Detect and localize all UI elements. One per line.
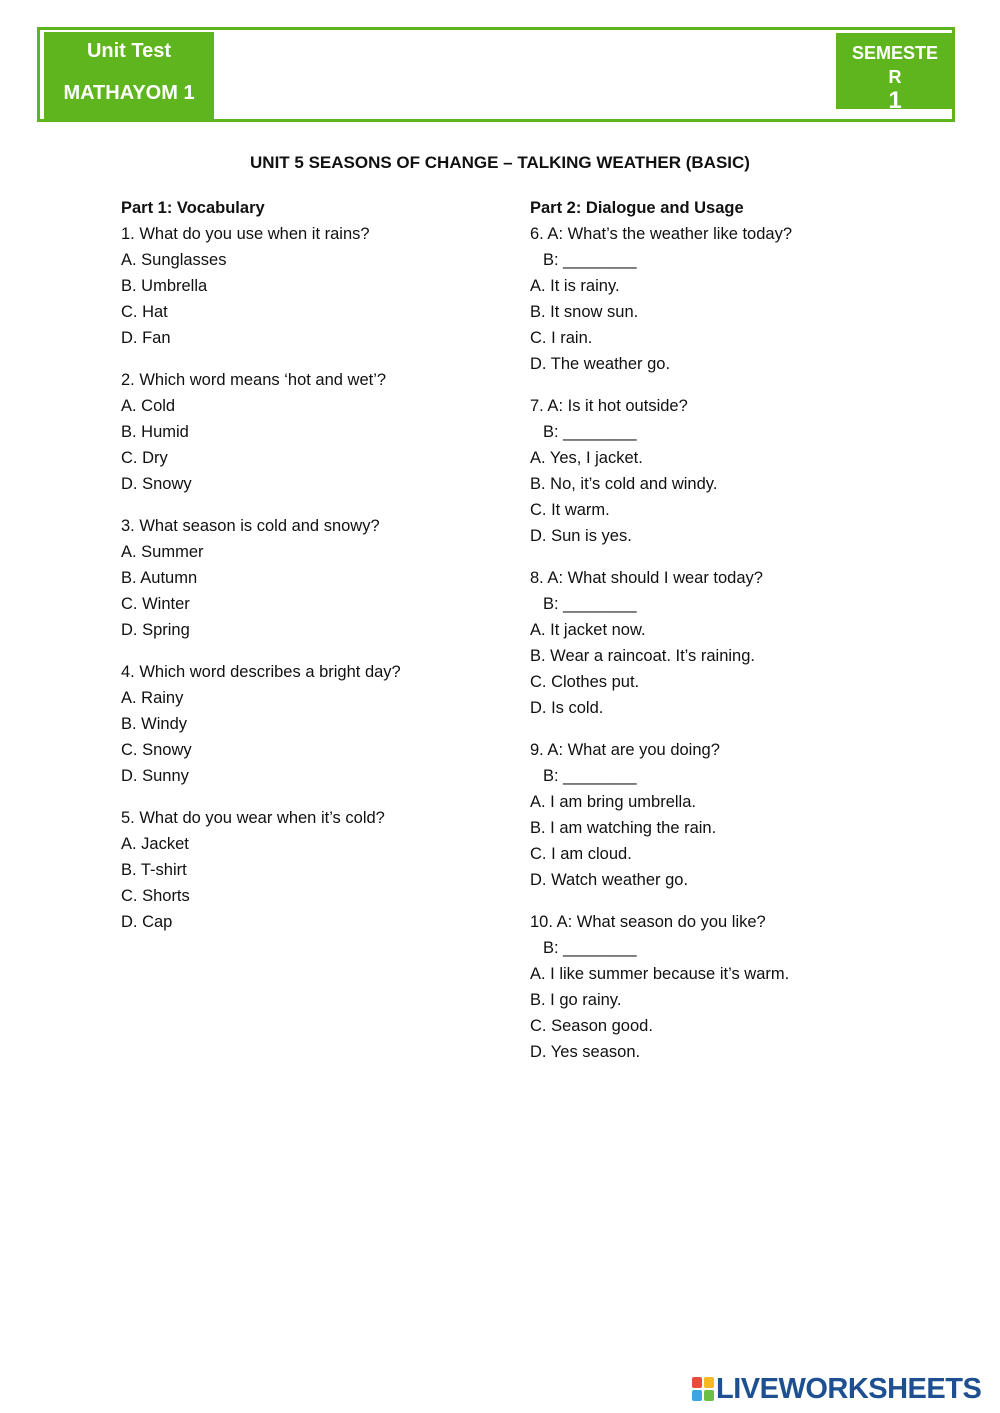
semester-number: 1	[888, 87, 902, 109]
answer-option: D. Watch weather go.	[530, 871, 689, 889]
answer-option: C. Dry	[121, 449, 168, 467]
liveworksheets-logo-text: LIVEWORKSHEETS	[716, 1372, 982, 1405]
answer-option: C. Winter	[121, 595, 190, 613]
part1-title: Part 1: Vocabulary	[121, 199, 265, 217]
semester-banner	[836, 33, 954, 109]
answer-option: A. Cold	[121, 397, 176, 415]
answer-option: D. Yes season.	[530, 1043, 641, 1061]
answer-option: C. It warm.	[530, 501, 610, 519]
question-text: 6. A: What’s the weather like today?	[530, 225, 793, 243]
question-text: 10. A: What season do you like?	[530, 913, 766, 931]
question-text: 5. What do you wear when it’s cold?	[121, 809, 385, 827]
answer-option: D. Cap	[121, 913, 173, 931]
question-part2	[530, 911, 930, 1067]
worksheet-title: UNIT 5 SEASONS OF CHANGE – TALKING WEATHER (BASIC)	[250, 153, 750, 172]
answer-option: C. Snowy	[121, 741, 192, 759]
question-text: 2. Which word means ‘hot and wet’?	[121, 371, 387, 389]
question-part2	[530, 739, 930, 895]
answer-blank: B: ________	[543, 595, 637, 613]
logo-tile-0	[692, 1377, 702, 1388]
answer-option: A. Rainy	[121, 689, 184, 707]
answer-option: D. Fan	[121, 329, 171, 347]
question-text: 1. What do you use when it rains?	[121, 225, 370, 243]
part1-column	[121, 197, 491, 953]
answer-option: A. It is rainy.	[530, 277, 620, 295]
logo-tile-3	[704, 1390, 714, 1401]
semester-label-line1: SEMESTE	[851, 43, 939, 63]
answer-option: B. I go rainy.	[530, 991, 622, 1009]
answer-option: A. Yes, I jacket.	[530, 449, 643, 467]
answer-option: B. T-shirt	[121, 861, 187, 879]
answer-option: A. Sunglasses	[121, 251, 227, 269]
answer-option: B. No, it’s cold and windy.	[530, 475, 718, 493]
answer-option: C. Hat	[121, 303, 168, 321]
question-text: 4. Which word describes a bright day?	[121, 663, 401, 681]
answer-option: A. It jacket now.	[530, 621, 646, 639]
question-text: 8. A: What should I wear today?	[530, 569, 763, 587]
question-part1	[121, 807, 491, 937]
question-part2	[530, 395, 930, 551]
answer-option: A. I am bring umbrella.	[530, 793, 696, 811]
part2-title: Part 2: Dialogue and Usage	[530, 199, 744, 217]
question-part2	[530, 567, 930, 723]
answer-option: D. Spring	[121, 621, 190, 639]
part2-question-list	[530, 223, 930, 1067]
answer-option: C. I am cloud.	[530, 845, 632, 863]
answer-option: D. Sunny	[121, 767, 189, 785]
answer-option: D. The weather go.	[530, 355, 671, 373]
answer-option: B. Humid	[121, 423, 189, 441]
answer-option: A. Summer	[121, 543, 204, 561]
question-part1	[121, 223, 491, 353]
unit-test-label: Unit Test	[86, 40, 172, 62]
question-text: 9. A: What are you doing?	[530, 741, 720, 759]
answer-option: B. Wear a raincoat. It’s raining.	[530, 647, 755, 665]
answer-option: C. Shorts	[121, 887, 190, 905]
answer-option: D. Snowy	[121, 475, 192, 493]
answer-option: B. Umbrella	[121, 277, 208, 295]
question-part1	[121, 661, 491, 791]
part1-question-list	[121, 223, 491, 937]
answer-option: C. Season good.	[530, 1017, 653, 1035]
question-part1	[121, 369, 491, 499]
answer-blank: B: ________	[543, 767, 637, 785]
answer-option: D. Sun is yes.	[530, 527, 632, 545]
answer-option: C. I rain.	[530, 329, 593, 347]
part2-column	[530, 197, 930, 1083]
answer-option: B. I am watching the rain.	[530, 819, 717, 837]
answer-blank: B: ________	[543, 939, 637, 957]
answer-option: B. Autumn	[121, 569, 198, 587]
question-text: 3. What season is cold and snowy?	[121, 517, 380, 535]
semester-label-line2: R	[888, 67, 902, 87]
answer-option: A. I like summer because it’s warm.	[530, 965, 790, 983]
question-part2	[530, 223, 930, 379]
answer-option: A. Jacket	[121, 835, 189, 853]
liveworksheets-logo	[692, 1372, 981, 1406]
question-text: 7. A: Is it hot outside?	[530, 397, 688, 415]
answer-option: B. It snow sun.	[530, 303, 639, 321]
answer-option: C. Clothes put.	[530, 673, 640, 691]
answer-option: D. Is cold.	[530, 699, 604, 717]
logo-tile-1	[704, 1377, 714, 1388]
liveworksheets-logo-icon	[692, 1377, 714, 1401]
logo-tile-2	[692, 1390, 702, 1401]
answer-option: B. Windy	[121, 715, 188, 733]
answer-blank: B: ________	[543, 423, 637, 441]
question-part1	[121, 515, 491, 645]
grade-label: MATHAYOM 1	[63, 82, 195, 104]
answer-blank: B: ________	[543, 251, 637, 269]
unit-test-banner	[44, 32, 214, 120]
